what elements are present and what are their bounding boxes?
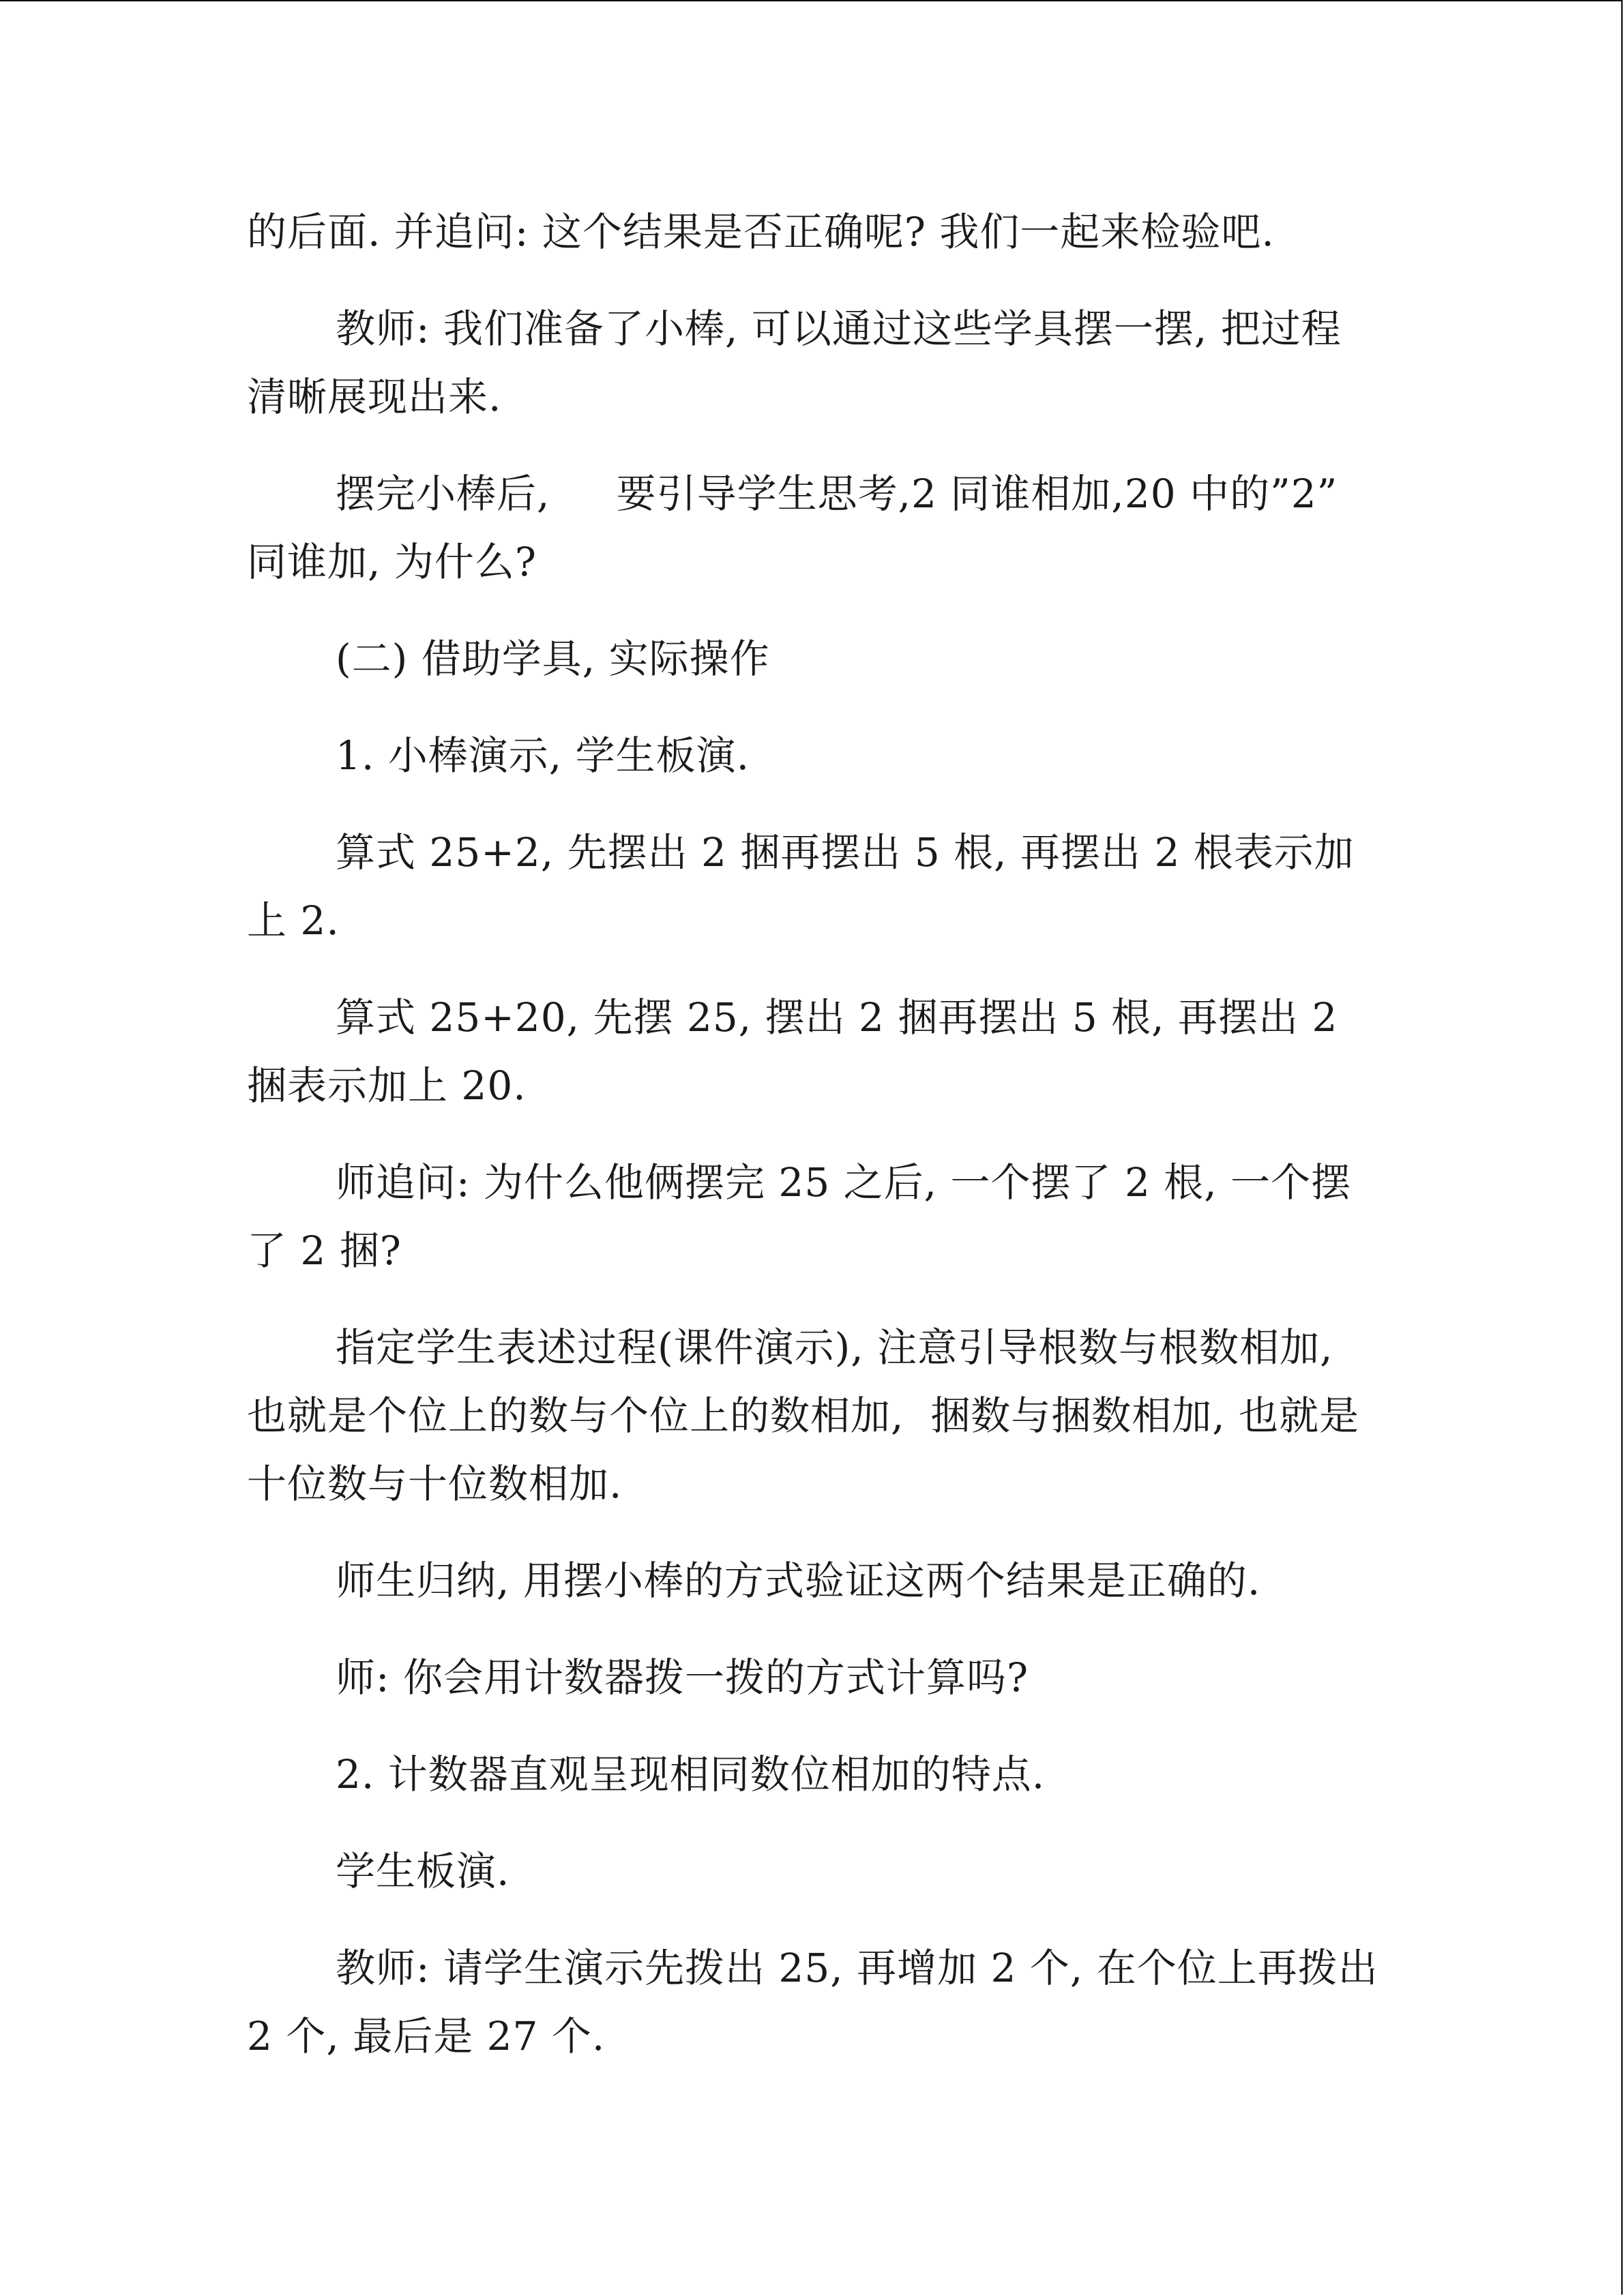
paragraph-teacher-sticks: 教师: 我们准备了小棒, 可以通过这些学具摆一摆, 把过程清晰展现出来. xyxy=(247,305,1342,420)
document-body xyxy=(247,198,1392,2099)
section-heading-tools: (二) 借助学具, 实际操作 xyxy=(336,636,770,682)
paragraph-formula-25-plus-20: 算式 25+20, 先摆 25, 摆出 2 捆再摆出 5 根, 再摆出 2 捆表示加上 20. xyxy=(247,994,1351,1109)
paragraph-verify-question: 的后面. 并追问: 这个结果是否正确呢? 我们一起来检验吧. xyxy=(247,209,1275,255)
paragraph-counter-question: 师: 你会用计数器拨一拨的方式计算吗? xyxy=(336,1654,1029,1701)
paragraph-formula-25-plus-2: 算式 25+2, 先摆出 2 捆再摆出 5 根, 再摆出 2 根表示加上 2. xyxy=(247,829,1355,944)
paragraph-counter-steps: 教师: 请学生演示先拨出 25, 再增加 2 个, 在个位上再拨出 2 个, 最后是 27 个. xyxy=(247,1945,1392,2059)
list-item-sticks-demo: 1. 小棒演示, 学生板演. xyxy=(336,732,750,779)
list-item-counter-demo: 2. 计数器直观呈现相同数位相加的特点. xyxy=(336,1751,1046,1798)
paragraph-summary: 师生归纳, 用摆小棒的方式验证这两个结果是正确的. xyxy=(336,1557,1261,1604)
paragraph-teacher-follow-up: 师追问: 为什么他俩摆完 25 之后, 一个摆了 2 根, 一个摆了 2 捆? xyxy=(247,1159,1352,1274)
paragraph-guide-thinking: 摆完小棒后, 要引导学生思考,2 同谁相加,20 中的”2” 同谁加, 为什么? xyxy=(247,471,1365,585)
paragraph-student-explain: 指定学生表述过程(课件演示), 注意引导根数与根数相加, 也就是个位上的数与个位上的数相加, 捆数与捆数相加, 也就是十位数与十位数相加. xyxy=(247,1324,1360,1507)
paragraph-board-work: 学生板演. xyxy=(336,1848,510,1894)
